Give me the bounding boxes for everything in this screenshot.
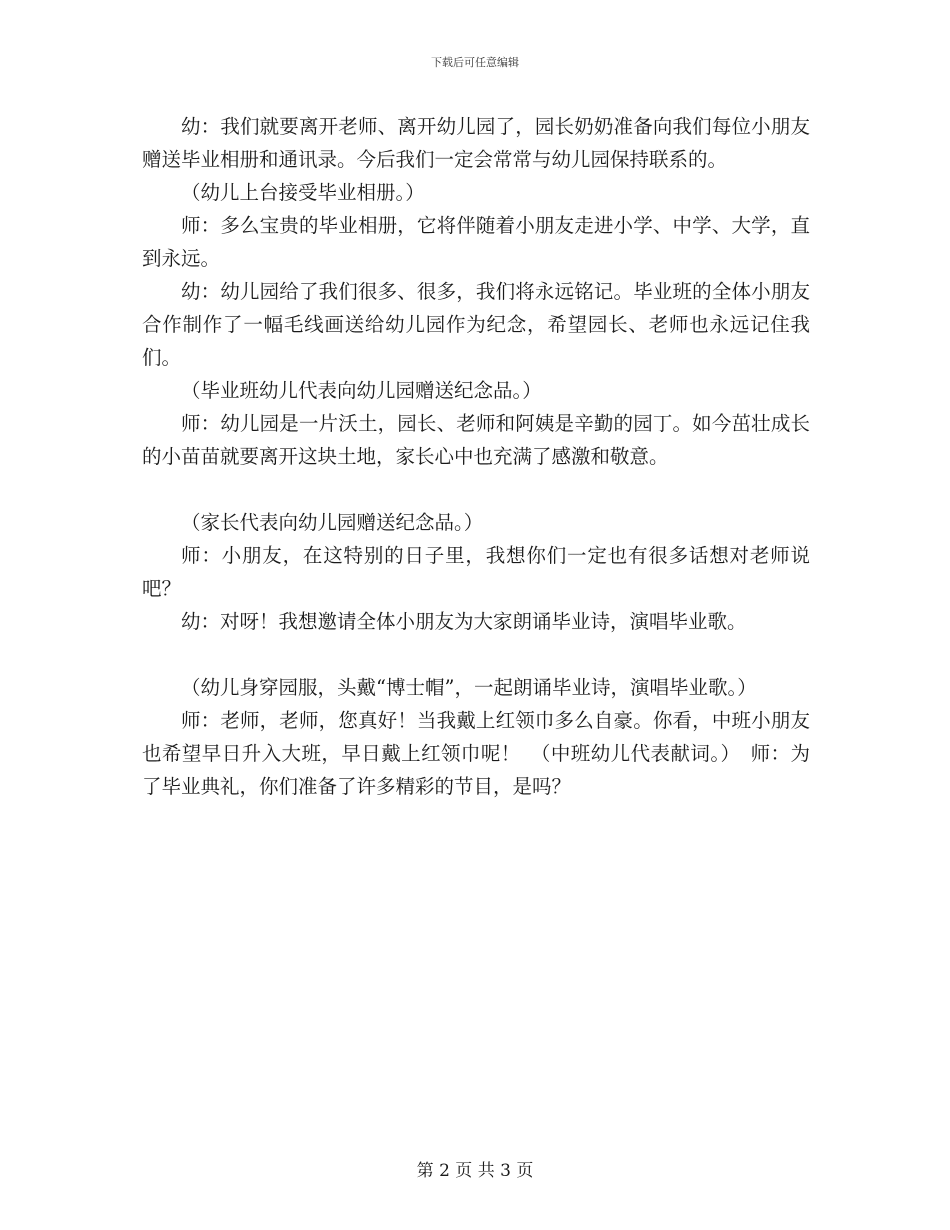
paragraph: 师：小朋友，在这特别的日子里，我想你们一定也有很多话想对老师说吧？: [142, 544, 810, 600]
paragraph: 师：多么宝贵的毕业相册，它将伴随着小朋友走进小学、中学、大学，直到永远。: [142, 214, 810, 270]
paragraph: 幼：幼儿园给了我们很多、很多，我们将永远铭记。毕业班的全体小朋友合作制作了一幅毛线画送给幼儿园作为纪念，希望园长、老师也永远记住我们。: [142, 280, 810, 369]
paragraph: 师：幼儿园是一片沃土，园长、老师和阿姨是辛勤的园丁。如今茁壮成长的小苗苗就要离开这块土地，家长心中也充满了感激和敬意。: [142, 412, 810, 468]
page-header-note: 下载后可任意编辑: [431, 56, 519, 69]
paragraph: （幼儿上台接受毕业相册。）: [181, 181, 425, 204]
paragraph: 幼：我们就要离开老师、离开幼儿园了，园长奶奶准备向我们每位小朋友赠送毕业相册和通讯录。今后我们一定会常常与幼儿园保持联系的。: [142, 115, 810, 171]
page-number: 第 2 页 共 3 页: [416, 1161, 534, 1181]
paragraph: 幼：对呀！我想邀请全体小朋友为大家朗诵毕业诗，演唱毕业歌。: [181, 610, 747, 633]
document-body: [142, 110, 810, 803]
paragraph: （幼儿身穿园服，头戴“博士帽”，一起朗诵毕业诗，演唱毕业歌。）: [181, 676, 757, 699]
paragraph: （毕业班幼儿代表向幼儿园赠送纪念品。）: [181, 379, 542, 402]
paragraph: 师：老师，老师，您真好！当我戴上红领巾多么自豪。你看，中班小朋友也希望早日升入大班，早日戴上红领巾呢！ （中班幼儿代表献词。） 师：为了毕业典礼，你们准备了许多精彩的节目，是吗？: [142, 709, 810, 798]
paragraph: （家长代表向幼儿园赠送纪念品。）: [181, 511, 484, 534]
